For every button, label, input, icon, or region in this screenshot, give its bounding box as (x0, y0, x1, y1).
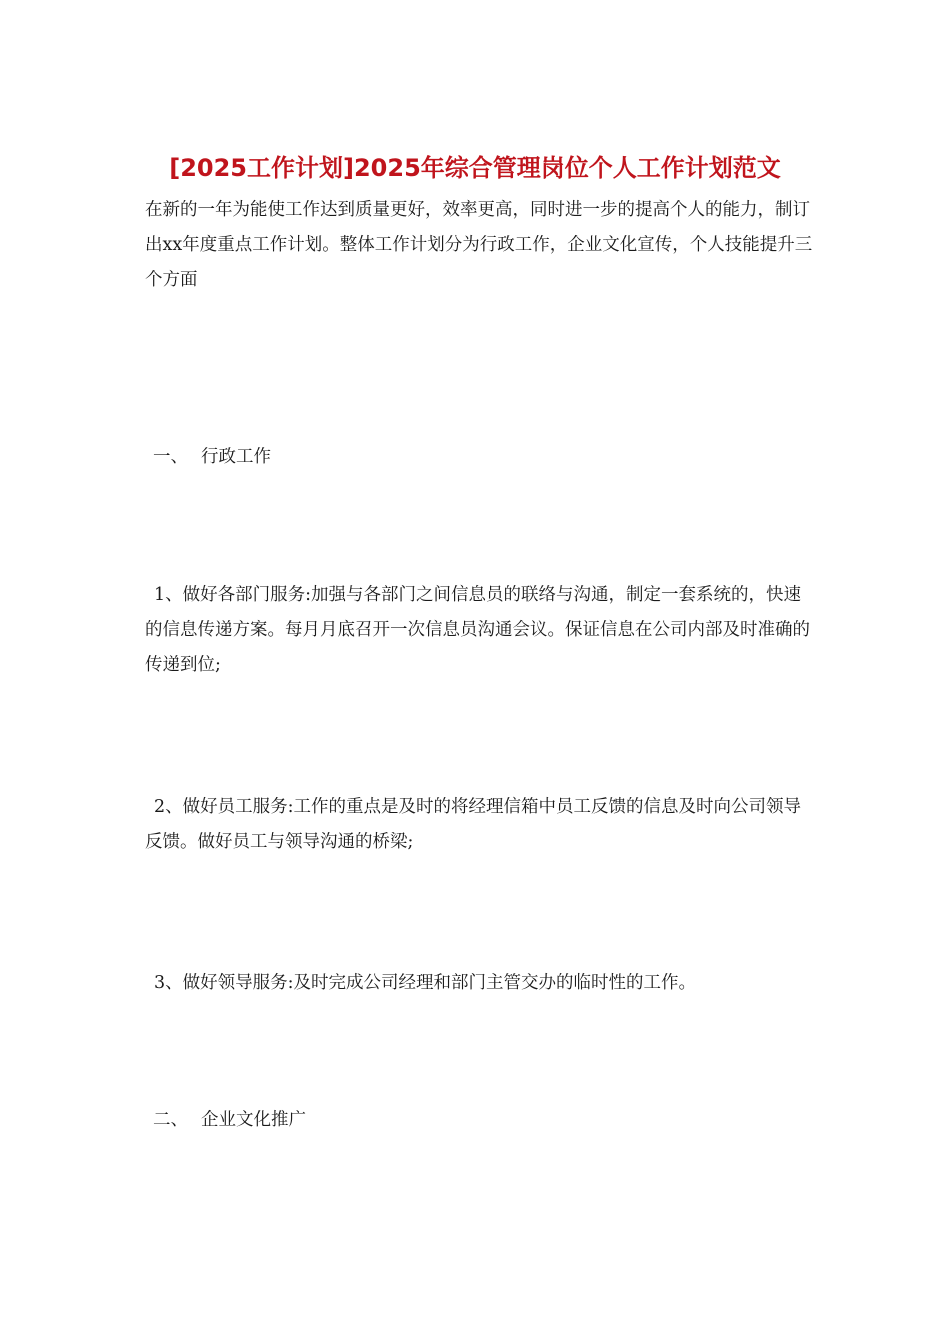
list-item: 1、做好各部门服务:加强与各部门之间信息员的联络与沟通，制定一套系统的，快速的信息传递方案。每月月底召开一次信息员沟通会议。保证信息在公司内部及时准确的传递到位; (145, 585, 810, 675)
section-number: 一、 (153, 447, 188, 467)
section-number: 二、 (153, 1110, 188, 1130)
document-title: [2025工作计划]2025年综合管理岗位个人工作计划范文 (169, 154, 781, 182)
section-title: 行政工作 (201, 447, 271, 467)
section-title: 企业文化推广 (201, 1110, 306, 1130)
intro-paragraph: 在新的一年为能使工作达到质量更好，效率更高，同时进一步的提高个人的能力，制订出xx年度重点工作计划。整体工作计划分为行政工作，企业文化宣传，个人技能提升三个方面 (145, 200, 813, 290)
list-item: 2、做好员工服务:工作的重点是及时的将经理信箱中员工反馈的信息及时向公司领导反馈。做好员工与领导沟通的桥梁; (145, 797, 802, 852)
list-item: 3、做好领导服务:及时完成公司经理和部门主管交办的临时性的工作。 (154, 973, 697, 993)
section-heading-culture (153, 1103, 306, 1138)
section-heading-administrative (153, 440, 271, 475)
